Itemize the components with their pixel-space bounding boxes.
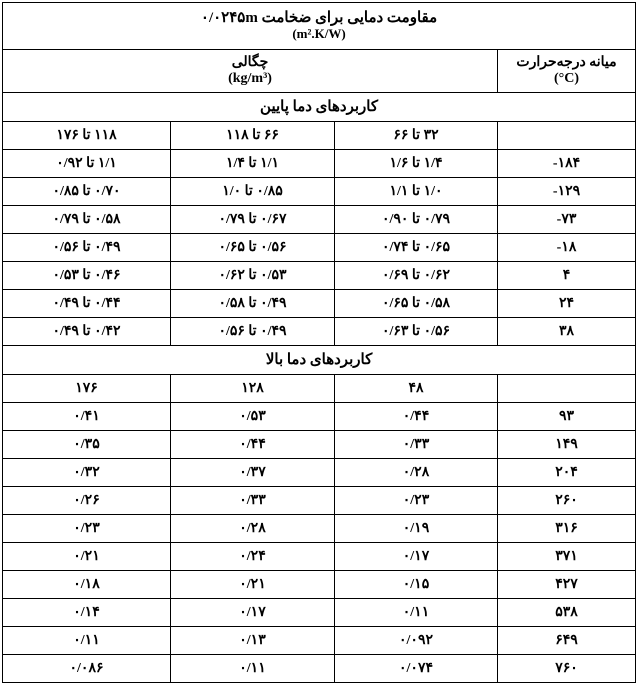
value-cell [3,178,171,206]
density-unit: (kg/m³) [228,71,272,86]
value-cell [335,290,498,318]
table-body [3,3,636,683]
density-range-cell-text: ۶۶ تا ۱۱۸ [226,127,279,143]
density-range-cell [171,122,335,150]
value-cell-text: ۰/۴۱ [73,408,100,424]
value-cell [3,487,171,515]
value-cell [171,290,335,318]
value-cell-text: ۰/۴۶ تا ۰/۵۳ [52,267,121,283]
value-cell-text: ۰/۵۸ تا ۰/۶۵ [381,295,451,311]
value-cell-text: ۰/۱۱ [239,660,266,676]
temperature-cell-text: ۲۰۴ [555,464,578,480]
temperature-cell [498,290,636,318]
density-header-cell [3,50,498,93]
table-row [3,487,636,515]
table-row [3,431,636,459]
value-cell-text: ۰/۵۳ تا ۰/۶۲ [218,267,287,283]
table-row [3,318,636,346]
density-label: چگالی [231,55,269,70]
value-cell [335,459,498,487]
table-row [3,403,636,431]
temperature-cell [498,234,636,262]
value-cell-text: ۰/۱۳ [239,632,266,648]
temperature-cell-text: -۱۲۹ [552,183,581,199]
value-cell [335,515,498,543]
table-row [3,515,636,543]
temp-header-cell [498,50,636,93]
temperature-cell [498,655,636,683]
value-cell [335,431,498,459]
value-cell [171,487,335,515]
value-cell-text: ۰/۲۱ [239,576,266,592]
value-cell [171,150,335,178]
temperature-cell [498,431,636,459]
temperature-cell [498,571,636,599]
temperature-cell-text: ۵۳۸ [555,604,578,620]
temperature-cell [498,459,636,487]
value-cell-text: ۰/۴۹ تا ۰/۵۸ [218,295,287,311]
low-temp-section-row [3,93,636,122]
value-cell-text: ۰/۲۳ [73,520,100,536]
table-title: مقاومت دمایی برای ضخامت ۰/۰۲۴۵m [200,10,438,26]
temperature-cell [498,627,636,655]
temperature-cell [498,543,636,571]
table-row [3,234,636,262]
value-cell [335,627,498,655]
value-cell-text: ۰/۱۸ [73,576,100,592]
value-cell [171,627,335,655]
density-range-cell [335,375,498,403]
value-cell [3,655,171,683]
header-row [3,50,636,93]
value-cell [3,599,171,627]
value-cell-text: ۰/۲۸ [239,520,266,536]
low-temp-section-title [3,93,636,122]
table-row [3,206,636,234]
value-cell-text: ۰/۴۹ تا ۰/۵۶ [218,323,287,339]
value-cell-text: ۰/۱۷ [402,548,430,564]
value-cell-text: ۰/۷۰ تا ۰/۸۵ [52,183,121,199]
value-cell [335,318,498,346]
temperature-cell [498,515,636,543]
value-cell-text: ۰/۳۲ [73,464,100,480]
value-cell-text: ۰/۳۳ [402,436,430,452]
table-row [3,290,636,318]
high-temp-section-density-row [3,375,636,403]
density-range-cell [3,122,171,150]
empty-cell [498,375,636,403]
value-cell-text: ۰/۱۴ [73,604,100,620]
table-row [3,262,636,290]
high-temp-section-title [3,346,636,375]
value-cell [171,206,335,234]
value-cell-text: ۰/۱۵ [402,576,430,592]
value-cell [171,599,335,627]
value-cell [335,178,498,206]
value-cell [171,655,335,683]
temperature-cell [498,206,636,234]
temperature-cell-text: ۳۷۱ [555,548,578,564]
value-cell [335,655,498,683]
value-cell-text: ۰/۳۳ [239,492,266,508]
value-cell-text: ۰/۵۶ تا ۰/۶۳ [381,323,451,339]
table-row [3,571,636,599]
value-cell-text: ۰/۵۳ [239,408,266,424]
value-cell [171,571,335,599]
value-cell-text: ۱/۱ تا ۰/۹۲ [56,155,117,171]
temperature-cell-text: ۶۴۹ [555,632,578,648]
table-row [3,627,636,655]
temperature-cell [498,487,636,515]
value-cell [171,234,335,262]
value-cell-text: ۰/۲۸ [402,464,430,480]
value-cell [3,290,171,318]
temperature-cell [498,599,636,627]
high-temp-section-title-text: کاربردهای دما بالا [265,352,373,368]
value-cell-text: ۰/۵۸ تا ۰/۷۹ [52,211,121,227]
temperature-cell-text: ۲۶۰ [555,492,578,508]
value-cell [171,543,335,571]
value-cell-text: ۰/۸۵ تا ۱/۰ [222,183,283,199]
low-temp-section-density-row [3,122,636,150]
value-cell [171,262,335,290]
temperature-cell-text: ۴ [562,267,571,283]
thermal-resistance-table [2,2,636,683]
title-row [3,3,636,50]
value-cell [171,459,335,487]
value-cell-text: ۰/۲۳ [402,492,430,508]
temperature-cell-text: ۳۱۶ [555,520,578,536]
table-row [3,655,636,683]
value-cell [3,318,171,346]
value-cell [335,150,498,178]
density-range-cell [3,375,171,403]
temperature-cell-text: -۱۸۴ [552,155,581,171]
value-cell [171,318,335,346]
value-cell-text: ۰/۱۹ [402,520,430,536]
value-cell-text: ۰/۱۱ [73,632,100,648]
temperature-cell [498,262,636,290]
value-cell [335,599,498,627]
value-cell-text: ۱/۰ تا ۱/۱ [389,183,443,199]
temperature-cell [498,318,636,346]
value-cell [3,543,171,571]
table-row [3,599,636,627]
temperature-cell-text: -۷۳ [556,211,577,227]
density-range-cell-text: ۱۷۶ [75,380,98,396]
temperature-cell [498,178,636,206]
value-cell [3,459,171,487]
value-cell [3,150,171,178]
temperature-cell-text: ۴۲۷ [555,576,578,592]
value-cell [335,487,498,515]
value-cell [3,206,171,234]
value-cell-text: ۱/۱ تا ۱/۴ [225,155,280,171]
table-title-unit: (m².K/W) [292,26,346,41]
value-cell-text: ۰/۶۷ تا ۰/۷۹ [218,211,287,227]
value-cell [3,403,171,431]
value-cell-text: ۰/۶۲ تا ۰/۶۹ [381,267,451,283]
value-cell [3,431,171,459]
value-cell-text: ۰/۶۵ تا ۰/۷۴ [381,239,451,255]
value-cell-text: ۰/۰۹۲ [399,632,433,648]
value-cell [335,571,498,599]
table-row [3,543,636,571]
value-cell [335,206,498,234]
table-title-cell [3,3,636,50]
temperature-cell [498,403,636,431]
value-cell [335,234,498,262]
temperature-cell-text: -۱۸ [556,239,577,255]
temperature-cell-text: ۳۸ [559,323,575,339]
value-cell-text: ۱/۴ تا ۱/۶ [389,155,443,171]
value-cell-text: ۰/۵۶ تا ۰/۶۵ [218,239,287,255]
table-row [3,178,636,206]
value-cell-text: ۰/۴۹ تا ۰/۵۶ [52,239,121,255]
value-cell-text: ۰/۰۷۴ [399,660,433,676]
value-cell [171,515,335,543]
value-cell-text: ۰/۴۴ [402,408,430,424]
value-cell-text: ۰/۲۱ [73,548,100,564]
temp-unit: (°C) [554,71,580,86]
temp-label: میانه درجه‌حرارت [516,55,617,70]
value-cell-text: ۰/۳۷ [239,464,266,480]
density-range-cell-text: ۱۲۸ [241,380,264,396]
value-cell [335,543,498,571]
temperature-cell-text: ۲۴ [559,295,575,311]
value-cell [171,431,335,459]
value-cell [3,262,171,290]
value-cell [335,262,498,290]
high-temp-section-row [3,346,636,375]
value-cell [3,234,171,262]
value-cell-text: ۰/۱۷ [239,604,266,620]
density-range-cell-text: ۴۸ [408,380,424,396]
density-range-cell-text: ۳۲ تا ۶۶ [393,127,439,143]
density-range-cell-text: ۱۱۸ تا ۱۷۶ [56,127,117,143]
temperature-cell-text: ۷۶۰ [555,660,578,676]
value-cell [171,178,335,206]
value-cell-text: ۰/۴۴ تا ۰/۴۹ [52,295,121,311]
value-cell [3,627,171,655]
empty-cell [498,122,636,150]
temperature-cell-text: ۹۳ [559,408,575,424]
value-cell-text: ۰/۱۱ [402,604,430,620]
temperature-cell [498,150,636,178]
value-cell-text: ۰/۳۵ [73,436,100,452]
low-temp-section-title-text: کاربردهای دما پایین [260,99,378,115]
value-cell [335,403,498,431]
value-cell-text: ۰/۲۶ [73,492,100,508]
value-cell-text: ۰/۴۴ [239,436,266,452]
value-cell-text: ۰/۷۹ تا ۰/۹۰ [381,211,451,227]
value-cell-text: ۰/۰۸۶ [69,660,104,676]
table-row [3,459,636,487]
table-row [3,150,636,178]
density-range-cell [171,375,335,403]
value-cell [171,403,335,431]
density-range-cell [335,122,498,150]
temperature-cell-text: ۱۴۹ [555,436,578,452]
value-cell-text: ۰/۴۲ تا ۰/۴۹ [52,323,121,339]
value-cell [3,571,171,599]
value-cell [3,515,171,543]
value-cell-text: ۰/۲۴ [239,548,266,564]
